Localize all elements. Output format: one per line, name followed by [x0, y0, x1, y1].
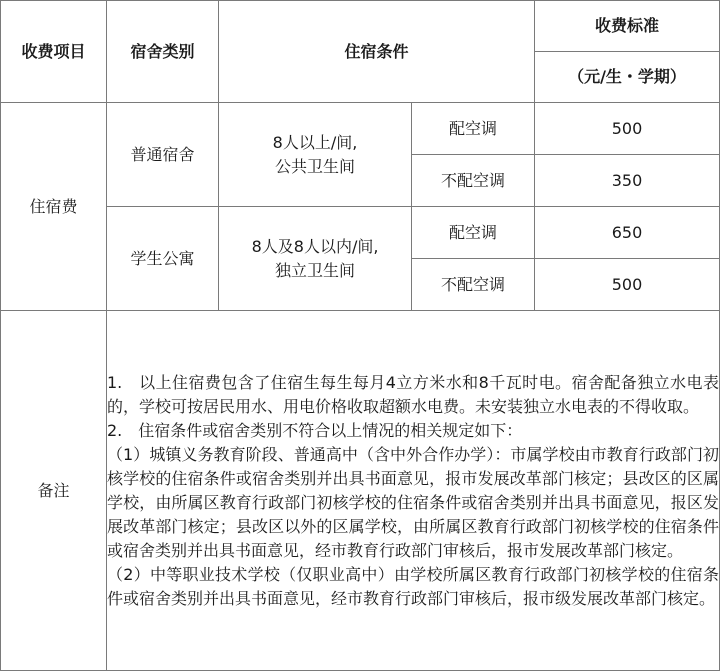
dorm-type-apartment: 学生公寓: [107, 207, 219, 311]
notes-label: 备注: [1, 311, 107, 671]
ac-option: 不配空调: [412, 155, 535, 207]
fee-item-label: 住宿费: [1, 103, 107, 311]
header-condition: 住宿条件: [219, 1, 535, 103]
condition-line: 8人以上/间,: [272, 132, 358, 152]
note-paragraph: 2. 住宿条件或宿舍类别不符合以上情况的相关规定如下：: [107, 420, 523, 440]
header-dorm-type: 宿舍类别: [107, 1, 219, 103]
ac-option: 不配空调: [412, 259, 535, 311]
condition-line: 独立卫生间: [274, 260, 355, 280]
ac-option: 配空调: [412, 207, 535, 259]
dorm-type-ordinary: 普通宿舍: [107, 103, 219, 207]
price-cell: 650: [535, 207, 720, 259]
header-fee-item: 收费项目: [1, 1, 107, 103]
note-paragraph: （2）中等职业技术学校（仅职业高中）由学校所属区教育行政部门初核学校的住宿条件或宿舍类别并出具书面意见，经市教育行政部门审核后，报市级发展改革部门核定。: [107, 564, 720, 608]
note-paragraph: （1）城镇义务教育阶段、普通高中（含中外合作办学）：市属学校由市教育行政部门初核学校的住宿条件或宿舍类别并出具书面意见，报市发展改革部门核定；县改区的区属学校，由所属区教育行政部门初核学校的住宿条件或宿舍类别并出具书面意见，报区发展改革部门核定；县改区以外的区属学校，由所属区教育行政部门初核学校的住宿条件或宿舍类别并出具书面意见，经市教育行政部门审核后，报市发展改革部门核定。: [107, 444, 720, 560]
condition-ordinary: [219, 103, 412, 207]
notes-content: [107, 311, 720, 671]
price-cell: 350: [535, 155, 720, 207]
price-cell: 500: [535, 259, 720, 311]
price-cell: 500: [535, 103, 720, 155]
note-paragraph: 1. 以上住宿费包含了住宿生每生每月4立方米水和8千瓦时电。宿舍配备独立水电表的，学校可按居民用水、用电价格收取超额水电费。未安装独立水电表的不得收取。: [107, 372, 720, 416]
condition-apartment: [219, 207, 412, 311]
ac-option: 配空调: [412, 103, 535, 155]
header-standard: 收费标准: [535, 1, 720, 52]
condition-line: 公共卫生间: [274, 156, 355, 176]
condition-line: 8人及8人以内/间,: [251, 236, 379, 256]
header-unit: （元/生・学期）: [535, 52, 720, 103]
